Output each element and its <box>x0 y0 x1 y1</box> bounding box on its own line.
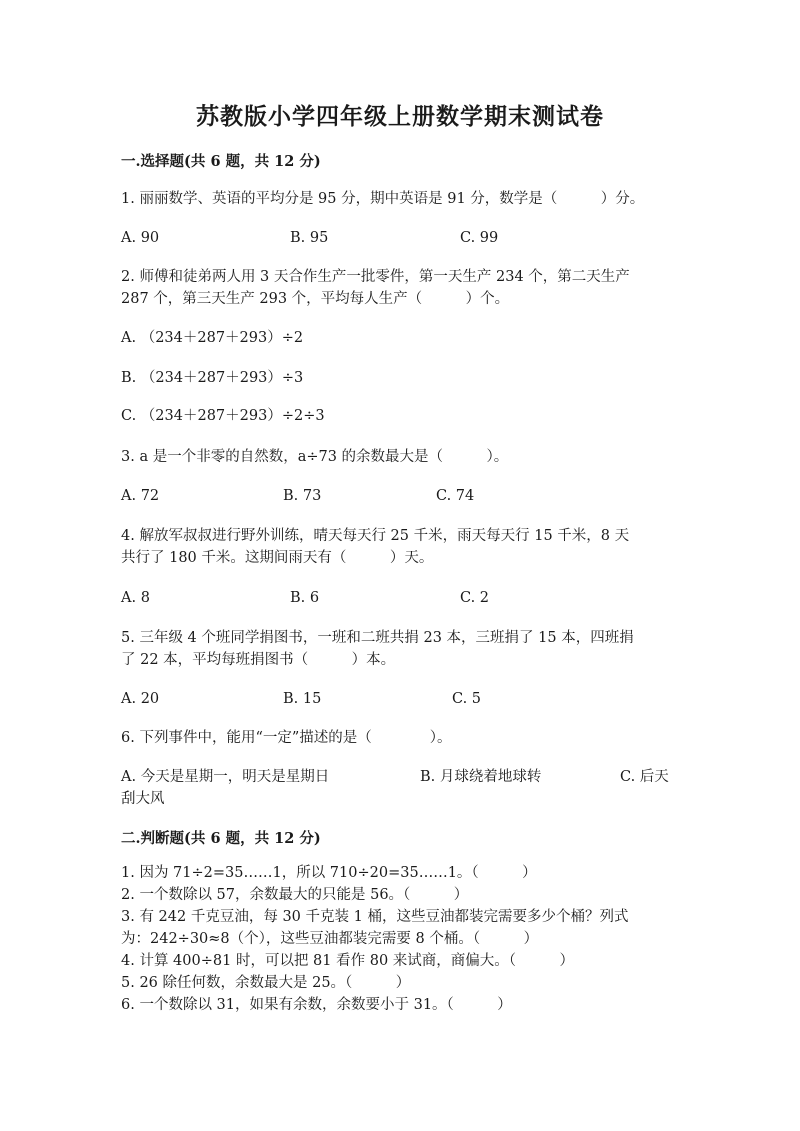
q3-option-a: A. 72 <box>121 488 160 504</box>
question-1: 1. 丽丽数学、英语的平均分是 95 分，期中英语是 91 分，数学是（ ）分。 <box>121 191 645 207</box>
question-3: 3. a 是一个非零的自然数，a÷73 的余数最大是（ ）。 <box>121 449 509 465</box>
q1-option-c: C. 99 <box>460 230 499 246</box>
question-2-line-2: 287 个，第三天生产 293 个，平均每人生产（ ）个。 <box>121 291 510 307</box>
q2-option-c: C. （234＋287＋293）÷2÷3 <box>121 408 325 424</box>
q3-option-b: B. 73 <box>283 488 322 504</box>
q6-option-c: C. 后天 <box>620 769 669 785</box>
section-heading-multiple-choice: 一.选择题(共 6 题，共 12 分) <box>121 153 321 170</box>
q6-option-b: B. 月球绕着地球转 <box>420 769 542 785</box>
q6-option-c-continued: 刮大风 <box>121 791 165 807</box>
q4-option-c: C. 2 <box>460 590 490 606</box>
tf-item-3-line-1: 3. 有 242 千克豆油，每 30 千克装 1 桶，这些豆油都装完需要多少个桶？列式 <box>121 909 629 925</box>
tf-item-4: 4. 计算 400÷81 时，可以把 81 看作 80 来试商，商偏大。（ ） <box>121 953 575 969</box>
page-title: 苏教版小学四年级上册数学期末测试卷 <box>196 103 604 130</box>
tf-item-5: 5. 26 除任何数，余数最大是 25。（ ） <box>121 975 411 991</box>
question-5-line-1: 5. 三年级 4 个班同学捐图书，一班和二班共捐 23 本，三班捐了 15 本，四班捐 <box>121 630 634 646</box>
q2-option-a: A. （234＋287＋293）÷2 <box>121 330 304 346</box>
question-4-line-1: 4. 解放军叔叔进行野外训练，晴天每天行 25 千米，雨天每天行 15 千米，8 天 <box>121 528 630 544</box>
q5-option-b: B. 15 <box>283 691 322 707</box>
tf-item-6: 6. 一个数除以 31，如果有余数，余数要小于 31。（ ） <box>121 997 512 1013</box>
q3-option-c: C. 74 <box>436 488 475 504</box>
question-2-line-1: 2. 师傅和徒弟两人用 3 天合作生产一批零件，第一天生产 234 个，第二天生产 <box>121 269 630 285</box>
q1-option-b: B. 95 <box>290 230 329 246</box>
q5-option-c: C. 5 <box>452 691 482 707</box>
question-5-line-2: 了 22 本，平均每班捐图书（ ）本。 <box>121 652 396 668</box>
question-4-line-2: 共行了 180 千米。这期间雨天有（ ）天。 <box>121 550 434 566</box>
question-6: 6. 下列事件中，能用“一定”描述的是（ ）。 <box>121 730 452 746</box>
tf-item-3-line-2: 为：242÷30≈8（个），这些豆油都装完需要 8 个桶。（ ） <box>121 931 539 947</box>
tf-item-2: 2. 一个数除以 57，余数最大的只能是 56。（ ） <box>121 887 469 903</box>
q6-option-a: A. 今天是星期一，明天是星期日 <box>121 769 330 785</box>
section-heading-true-false: 二.判断题(共 6 题，共 12 分) <box>121 830 321 847</box>
q1-option-a: A. 90 <box>121 230 160 246</box>
q2-option-b: B. （234＋287＋293）÷3 <box>121 370 304 386</box>
q4-option-a: A. 8 <box>121 590 150 606</box>
q4-option-b: B. 6 <box>290 590 320 606</box>
tf-item-1: 1. 因为 71÷2=35……1，所以 710÷20=35……1。（ ） <box>121 865 537 881</box>
q5-option-a: A. 20 <box>121 691 160 707</box>
